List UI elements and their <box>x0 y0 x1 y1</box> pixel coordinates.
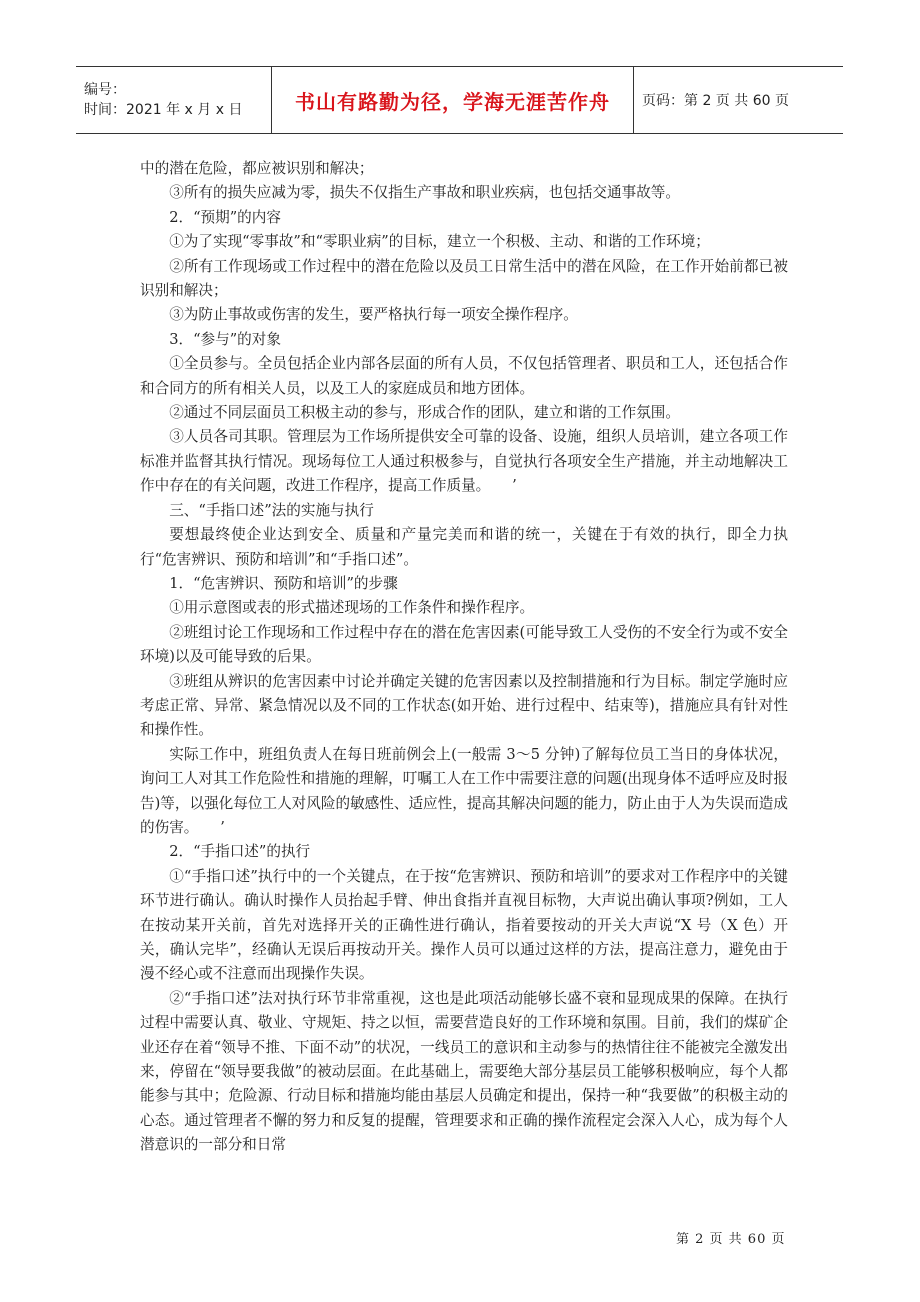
header-motto: 书山有路勤为径，学海无涯苦作舟 <box>295 89 610 114</box>
body-paragraph: 2．“预期”的内容 <box>169 208 281 226</box>
header-page-info-cell <box>634 67 843 133</box>
header-date: 时间：2021 年 x 月 x 日 <box>84 102 243 118</box>
body-paragraph: ①为了实现“零事故”和“零职业病”的目标，建立一个积极、主动、和谐的工作环境； <box>169 233 710 251</box>
body-paragraph: ①“手指口述”执行中的一个关键点，在于按“危害辨识、预防和培训”的要求对工作程序中的关键环节进行确认。确认时操作人员抬起手臂、伸出食指并直视目标物，大声说出确认事项?例如，工人在按动某开关前，首先对选择开关的正确性进行确认，指着要按动的开关大声说“X 号（X 色）开关，确认完毕”，经确认无误后再按动开关。操作人员可以通过这样的方法，提高注意力，避免由于漫不经心或不注意而出现操作失误。 <box>140 867 788 983</box>
page-footer: 第 2 页 共 60 页 <box>676 1232 786 1247</box>
body-paragraph: 1．“危害辨识、预防和培训”的步骤 <box>169 574 398 592</box>
body-paragraph: ③班组从辨识的危害因素中讨论并确定关键的危害因素以及控制措施和行为目标。制定学施时应考虑正常、异常、紧急情况以及不同的工作状态(如开始、进行过程中、结束等)，措施应具有针对性和操作性。 <box>140 672 788 739</box>
body-paragraph: ②通过不同层面员工积极主动的参与，形成合作的团队，建立和谐的工作氛围。 <box>169 404 680 422</box>
body-paragraph: ①用示意图或表的形式描述现场的工作条件和操作程序。 <box>169 599 535 617</box>
document-body <box>140 157 788 1158</box>
page-header <box>76 66 843 134</box>
body-paragraph: 中的潜在危险，都应被识别和解决； <box>140 160 374 177</box>
body-paragraph: ③所有的损失应减为零，损失不仅指生产事故和职业疾病，也包括交通事故等。 <box>169 184 680 202</box>
header-meta <box>76 67 272 133</box>
header-motto-cell <box>272 67 634 133</box>
body-paragraph: 三、“手指口述”法的实施与执行 <box>169 501 374 519</box>
body-paragraph: 2．“手指口述”的执行 <box>169 843 311 861</box>
body-paragraph: ③为防止事故或伤害的发生，要严格执行每一项安全操作程序。 <box>169 306 578 324</box>
header-code-label: 编号： <box>84 82 126 98</box>
body-paragraph: ②“手指口述”法对执行环节非常重视，这也是此项活动能够长盛不衰和显现成果的保障。在执行过程中需要认真、敬业、守规矩、持之以恒，需要营造良好的工作环境和氛围。目前，我们的煤矿企业还存在着“领导不推、下面不动”的状况，一线员工的意识和主动参与的热情往往不能被完全激发出来，停留在“领导要我做”的被动层面。在此基础上，需要绝大部分基层员工能够积极响应，每个人都能参与其中；危险源、行动目标和措施均能由基层人员确定和提出，保持一种“我要做”的积极主动的心态。通过管理者不懈的努力和反复的提醒，管理要求和正确的操作流程定会深入人心，成为每个人潜意识的一部分和日常 <box>140 989 788 1154</box>
body-paragraph: ②班组讨论工作现场和工作过程中存在的潜在危害因素(可能导致工人受伤的不安全行为或不安全环境)以及可能导致的后果。 <box>140 623 788 666</box>
body-paragraph: 要想最终使企业达到安全、质量和产量完美而和谐的统一，关键在于有效的执行，即全力执行“危害辨识、预防和培训”和“手指口述”。 <box>140 526 788 568</box>
header-page-info: 页码：第 2 页 共 60 页 <box>642 93 789 109</box>
body-paragraph: ③人员各司其职。管理层为工作场所提供安全可靠的设备、设施，组织人员培训，建立各项工作标准并监督其执行情况。现场每位工人通过积极参与，自觉执行各项安全生产措施，并主动地解决工作中存在的有关问题，改进工作程序，提高工作质量。 ’ <box>140 428 788 495</box>
body-paragraph: 3．“参与”的对象 <box>169 330 281 348</box>
body-paragraph: 实际工作中，班组负责人在每日班前例会上(一般需 3～5 分钟)了解每位员工当日的身体状况，询问工人对其工作危险性和措施的理解，叮嘱工人在工作中需要注意的问题(出现身体不适呼应及时报告)等，以强化每位工人对风险的敏感性、适应性，提高其解决问题的能力，防止由于人为失误而造成的伤害。 ’ <box>140 745 788 836</box>
body-paragraph: ②所有工作现场或工作过程中的潜在危险以及员工日常生活中的潜在风险，在工作开始前都已被识别和解决； <box>140 257 788 300</box>
body-paragraph: ①全员参与。全员包括企业内部各层面的所有人员，不仅包括管理者、职员和工人，还包括合作和合同方的所有相关人员，以及工人的家庭成员和地方团体。 <box>140 355 788 397</box>
